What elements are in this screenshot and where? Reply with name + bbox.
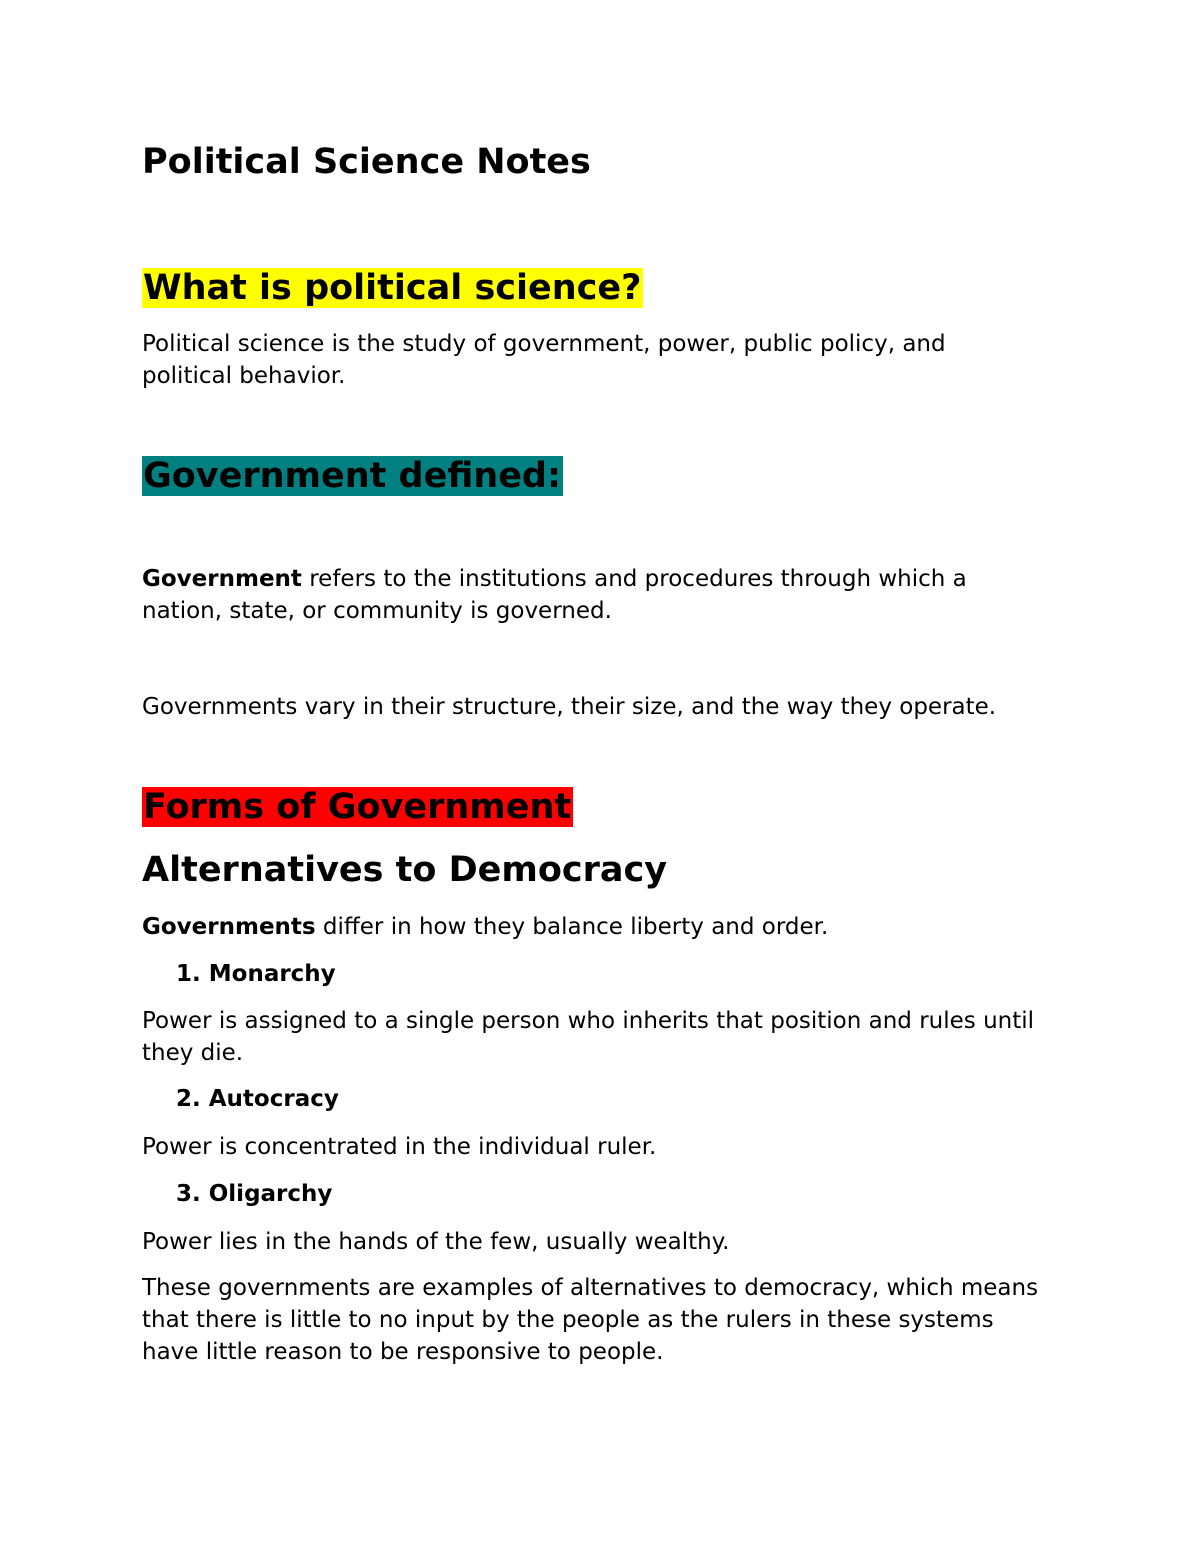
- paragraph-closing: [142, 1272, 1038, 1368]
- list-number: 1.: [176, 961, 201, 987]
- paragraph-monarchy-description: [142, 1005, 1034, 1069]
- paragraph-line: they die.: [142, 1040, 244, 1066]
- list-number: 3.: [176, 1181, 201, 1207]
- list-label: Monarchy: [208, 961, 336, 987]
- paragraph-line: have little reason to be responsive to people.: [142, 1339, 664, 1365]
- definition-text: refers to the institutions and procedures through which a: [301, 566, 967, 592]
- term-governments: Governments: [142, 914, 316, 940]
- paragraph-political-science-definition: [142, 328, 946, 392]
- paragraph-line: These governments are examples of alternatives to democracy, which means: [142, 1275, 1039, 1301]
- list-number: 2.: [176, 1086, 201, 1112]
- paragraph-government-definition: [142, 563, 967, 627]
- list-item-oligarchy: [176, 1178, 332, 1210]
- subheading-alternatives-to-democracy: Alternatives to Democracy: [142, 850, 668, 890]
- term-government: Government: [142, 566, 302, 592]
- list-label: Oligarchy: [208, 1181, 333, 1207]
- heading-government-defined: [142, 454, 563, 498]
- heading-forms-text: Forms of Government: [143, 787, 572, 827]
- intro-text: differ in how they balance liberty and order.: [315, 914, 829, 940]
- list-item-autocracy: [176, 1083, 339, 1115]
- paragraph-autocracy-description: Power is concentrated in the individual ruler.: [142, 1134, 657, 1160]
- heading-forms-of-government: [142, 785, 573, 829]
- document-title: Political Science Notes: [142, 142, 591, 182]
- paragraph-governments-differ: [142, 911, 828, 943]
- paragraph-line: political behavior.: [142, 363, 346, 389]
- paragraph-line: nation, state, or community is governed.: [142, 598, 612, 624]
- list-label: Autocracy: [208, 1086, 339, 1112]
- paragraph-oligarchy-description: Power lies in the hands of the few, usually wealthy.: [142, 1229, 730, 1255]
- heading-what-is-political-science: [142, 266, 643, 310]
- paragraph-line: Political science is the study of government, power, public policy, and: [142, 331, 946, 357]
- heading-what-is-text: What is political science?: [143, 268, 642, 308]
- paragraph-governments-vary: Governments vary in their structure, their size, and the way they operate.: [142, 694, 997, 720]
- paragraph-line: [142, 563, 967, 595]
- list-item-monarchy: [176, 958, 336, 990]
- paragraph-line: Power is assigned to a single person who inherits that position and rules until: [142, 1008, 1035, 1034]
- paragraph-line: that there is little to no input by the people as the rulers in these systems: [142, 1307, 994, 1333]
- heading-government-text: Government defined:: [143, 456, 561, 496]
